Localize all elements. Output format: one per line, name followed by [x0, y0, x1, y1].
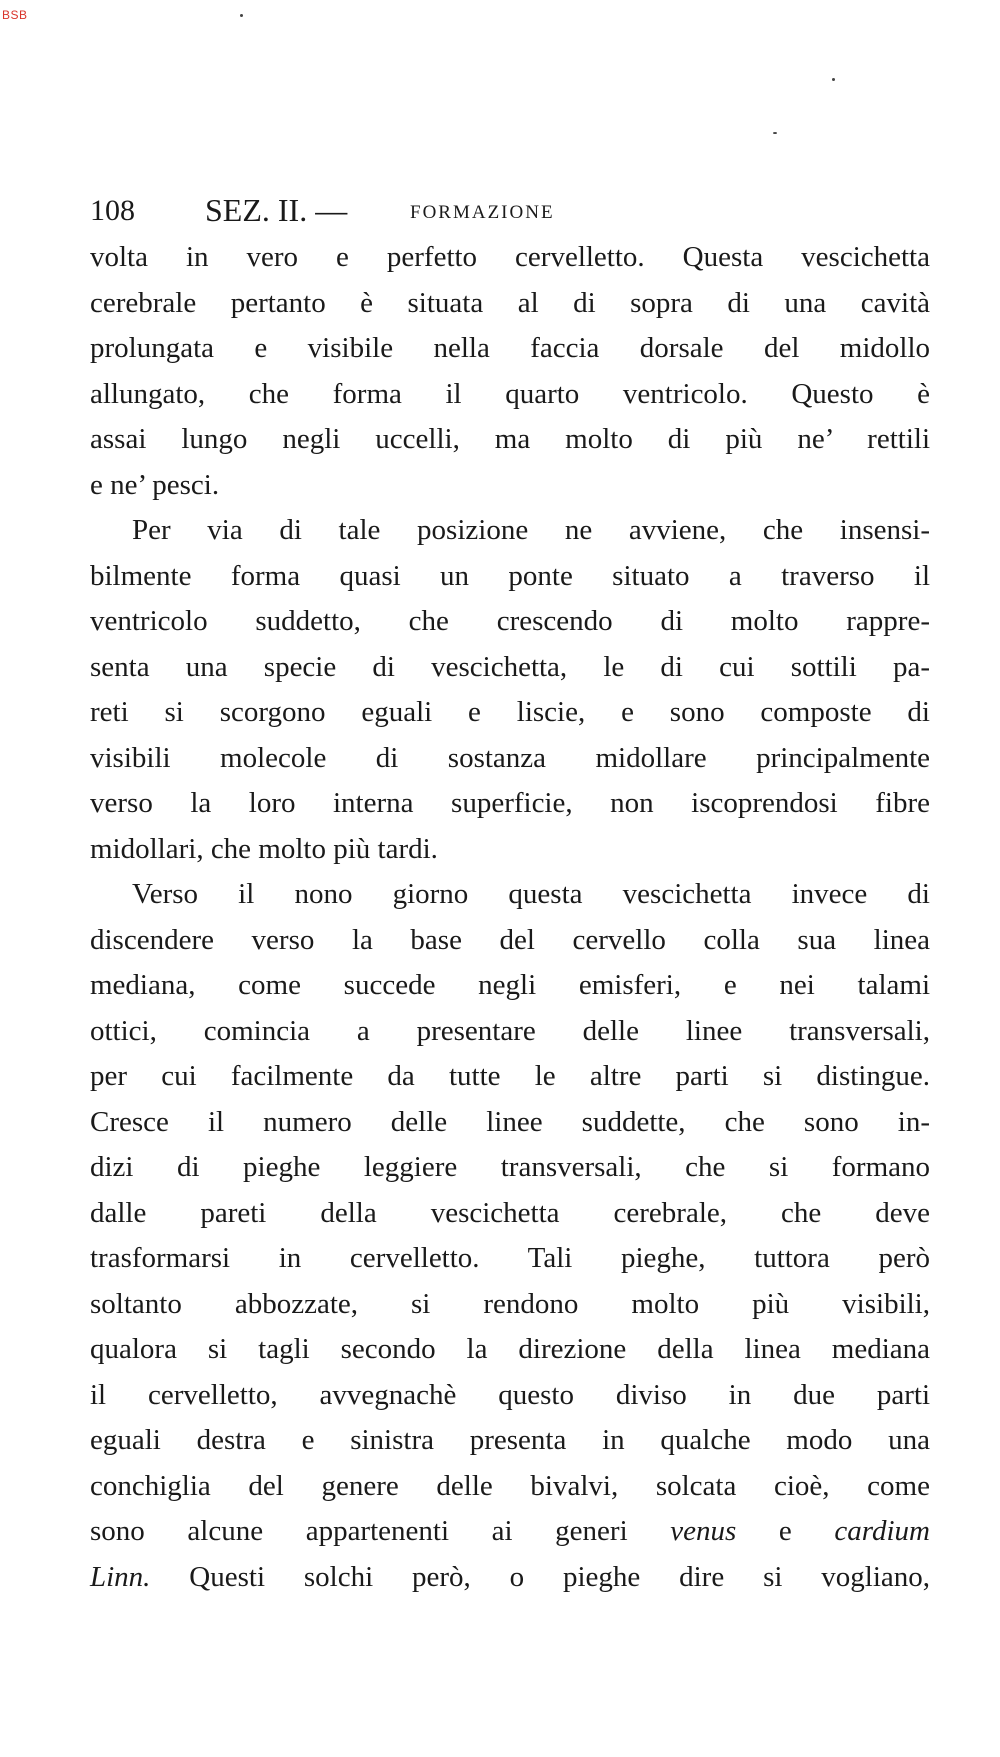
text-line: midollari, che molto più tardi. — [90, 832, 438, 865]
text-line: qualora si tagli secondo la direzione della linea mediana — [90, 1333, 930, 1365]
body-text — [90, 235, 930, 1600]
text-line: volta in vero e perfetto cervelletto. Questa vescichetta — [90, 241, 930, 273]
text-line: verso la loro interna superficie, non iscoprendosi fibre — [90, 787, 930, 819]
text-line: discendere verso la base del cervello colla sua linea — [90, 923, 930, 956]
text-line: Linn. Questi solchi però, o pieghe dire si vogliano, — [90, 1560, 930, 1593]
text-line: per cui facilmente da tutte le altre parti si distingue. — [90, 1060, 930, 1092]
text-line: senta una specie di vescichetta, le di cui sottili pa- — [90, 650, 930, 683]
text-line: Cresce il numero delle linee suddette, che sono in- — [90, 1105, 930, 1138]
running-title: FORMAZIONE — [410, 202, 555, 223]
text-line: bilmente forma quasi un ponte situato a traverso il — [90, 559, 930, 592]
text-line: trasformarsi in cervelletto. Tali pieghe, tuttora però — [90, 1242, 930, 1274]
text-line: mediana, come succede negli emisferi, e nei talami — [90, 969, 930, 1001]
text-line: reti si scorgono eguali e liscie, e sono composte di — [90, 696, 930, 728]
page-number: 108 — [90, 194, 135, 227]
text-line: assai lungo negli uccelli, ma molto di più ne’ rettili — [90, 423, 930, 455]
text-line: il cervelletto, avvegnachè questo diviso in due parti — [90, 1378, 930, 1411]
library-watermark: BSB — [2, 8, 28, 22]
print-speck — [773, 132, 777, 134]
text-line: ventricolo suddetto, che crescendo di molto rappre- — [90, 605, 930, 637]
text-line: eguali destra e sinistra presenta in qualche modo una — [90, 1424, 930, 1456]
text-line: allungato, che forma il quarto ventricolo. Questo è — [90, 377, 930, 410]
text-line: ottici, comincia a presentare delle linee transversali, — [90, 1014, 930, 1047]
running-header — [90, 190, 930, 230]
section-label: SEZ. II. — — [205, 192, 348, 228]
text-line: dizi di pieghe leggiere transversali, che si formano — [90, 1151, 930, 1183]
text-line: sono alcune appartenenti ai generi venus e cardium — [90, 1515, 930, 1547]
print-speck — [832, 78, 835, 81]
text-line: dalle pareti della vescichetta cerebrale, che deve — [90, 1196, 930, 1229]
text-line: cerebrale pertanto è situata al di sopra di una cavità — [90, 286, 930, 319]
print-speck — [240, 14, 243, 17]
text-line: conchiglia del genere delle bivalvi, solcata cioè, come — [90, 1469, 930, 1502]
text-line: e ne’ pesci. — [90, 468, 220, 501]
paragraph-start-line: Verso il nono giorno questa vescichetta invece di — [132, 878, 930, 910]
text-line: visibili molecole di sostanza midollare principalmente — [90, 741, 930, 774]
text-line: soltanto abbozzate, si rendono molto più visibili, — [90, 1287, 930, 1320]
paragraph-start-line: Per via di tale posizione ne avviene, che insensi- — [132, 514, 930, 546]
text-line: prolungata e visibile nella faccia dorsale del midollo — [90, 332, 930, 364]
